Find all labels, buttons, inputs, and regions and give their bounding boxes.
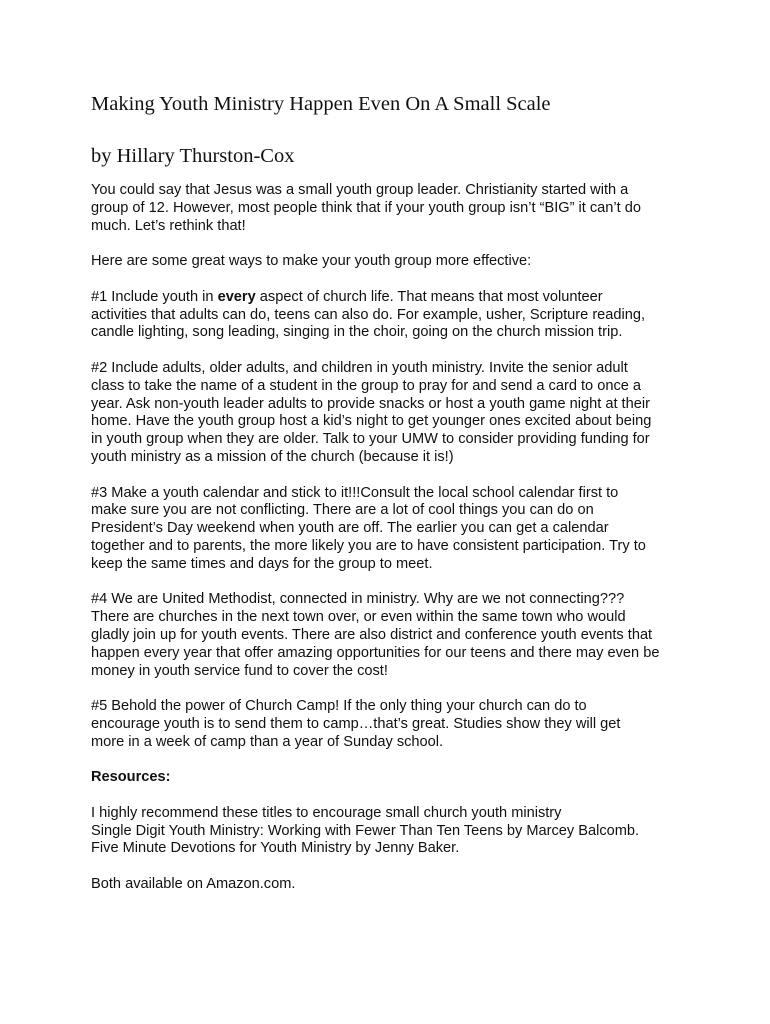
- tip-3-line: make sure you are not conflicting. There are a lot of cool things you can do on: [91, 502, 594, 519]
- closing-paragraph: [91, 876, 691, 894]
- resources-line: I highly recommend these titles to encourage small church youth ministry: [91, 804, 562, 821]
- tip-5-line: more in a week of camp than a year of Sunday school.: [91, 733, 444, 750]
- tip-4-paragraph: [91, 591, 691, 680]
- resources-line: Five Minute Devotions for Youth Ministry by Jenny Baker.: [91, 840, 460, 857]
- resources-paragraph: [91, 805, 691, 858]
- tip-3-line: together and to parents, the more likely you are to have consistent participation. Try to: [91, 537, 646, 554]
- tip-1-paragraph: [91, 289, 691, 342]
- resources-heading: Resources:: [91, 769, 171, 786]
- tip-3-line: President’s Day weekend when youth are off. The earlier you can get a calendar: [91, 520, 609, 537]
- tip-4-line: There are churches in the next town over, or even within the same town who would: [91, 609, 626, 626]
- closing-line: Both available on Amazon.com.: [91, 876, 296, 893]
- tip-5-line: encourage youth is to send them to camp…that’s great. Studies show they will get: [91, 715, 621, 732]
- intro-line: much. Let’s rethink that!: [91, 217, 246, 234]
- tip-2-line: home. Have the youth group host a kid’s night to get younger ones excited about being: [91, 413, 652, 430]
- tip-2-line: class to take the name of a student in the group to pray for and send a card to once a: [91, 377, 642, 394]
- lead-in-paragraph: [91, 253, 691, 271]
- tip-2-line: in youth group when they are older. Talk to your UMW to consider providing funding for: [91, 431, 650, 448]
- tip-5-line: #5 Behold the power of Church Camp! If the only thing your church can do to: [91, 698, 587, 715]
- tip-3-paragraph: [91, 485, 691, 574]
- document-body: [91, 170, 691, 894]
- tip-4-line: gladly join up for youth events. There are also district and conference youth events that: [91, 626, 653, 643]
- tip-1-line: activities that adults can do, teens can also do. For example, usher, Scripture reading,: [91, 306, 646, 323]
- intro-line: group of 12. However, most people think that if your youth group isn’t “BIG” it can’t do: [91, 199, 641, 216]
- tip-5-paragraph: [91, 698, 691, 751]
- resources-line: Single Digit Youth Ministry: Working with Fewer Than Ten Teens by Marcey Balcomb.: [91, 822, 640, 839]
- author-byline: by Hillary Thurston-Cox: [91, 145, 295, 167]
- tip-1-emphasis: every: [217, 288, 256, 305]
- intro-line: You could say that Jesus was a small youth group leader. Christianity started with a: [91, 182, 629, 198]
- tip-3-line: #3 Make a youth calendar and stick to it!!!Consult the local school calendar first to: [91, 484, 619, 501]
- tip-2-line: #2 Include adults, older adults, and children in youth ministry. Invite the senior adult: [91, 359, 628, 376]
- tip-1-first-line: [91, 289, 691, 307]
- tip-4-line: #4 We are United Methodist, connected in ministry. Why are we not connecting???: [91, 591, 625, 608]
- tip-2-line: year. Ask non-youth leader adults to provide snacks or host a youth game night at their: [91, 395, 650, 412]
- tip-4-line: happen every year that offer amazing opportunities for our teens and there may even be: [91, 644, 660, 661]
- intro-paragraph: [91, 182, 691, 235]
- tip-2-line: youth ministry as a mission of the church (because it is!): [91, 448, 454, 465]
- tip-1-suffix: aspect of church life. That means that most volunteer: [255, 288, 603, 305]
- tip-2-paragraph: [91, 360, 691, 467]
- document-title: Making Youth Ministry Happen Even On A Small Scale: [91, 93, 551, 115]
- tip-1-prefix: #1 Include youth in: [91, 288, 218, 305]
- tip-1-line: candle lighting, song leading, singing in the choir, going on the church mission trip.: [91, 324, 623, 341]
- lead-in-line: Here are some great ways to make your youth group more effective:: [91, 253, 532, 270]
- document-page: [91, 90, 691, 894]
- tip-4-line: money in youth service fund to cover the cost!: [91, 662, 388, 679]
- resources-heading-paragraph: [91, 769, 691, 787]
- tip-3-line: keep the same times and days for the group to meet.: [91, 555, 433, 572]
